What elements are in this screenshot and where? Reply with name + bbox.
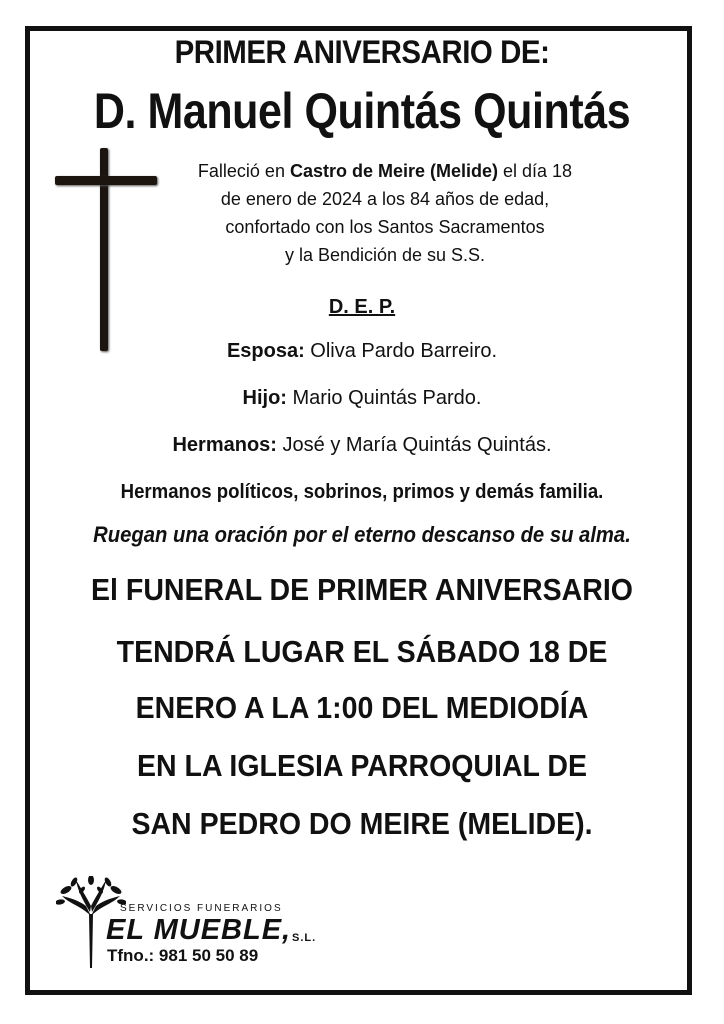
family-value: Oliva Pardo Barreiro. (304, 340, 498, 362)
cross-icon-bar (55, 176, 157, 185)
funeral-line: TENDRÁ LUGAR EL SÁBADO 18 DE (116, 634, 608, 669)
logo-suffix: S.L. (292, 932, 317, 944)
family-value: José y María Quintás Quintás. (276, 434, 552, 456)
deceased-name: D. Manuel Quintás Quintás (93, 83, 631, 139)
bio-text: Falleció en (197, 161, 290, 181)
family-wife (0, 340, 724, 363)
family-siblings (0, 434, 724, 457)
family-label: Hermanos: (172, 434, 277, 456)
logo-subtitle: SERVICIOS FUNERARIOS (120, 903, 283, 914)
family-son (0, 387, 724, 410)
bio-line: confortado con los Santos Sacramentos (225, 217, 545, 237)
bio-line: de enero de 2024 a los 84 años de edad, (220, 189, 550, 209)
bio-text: el día 18 (498, 161, 573, 181)
family-label: Esposa: (226, 340, 305, 362)
family-others: Hermanos políticos, sobrinos, primos y demás familia. (120, 481, 604, 503)
funeral-line: ENERO A LA 1:00 DEL MEDIODÍA (135, 690, 589, 725)
dep-label: D. E. P. (328, 296, 396, 318)
family-value: Mario Quintás Pardo. (286, 387, 482, 409)
death-details (170, 157, 600, 269)
family-label: Hijo: (242, 387, 287, 409)
bio-place: Castro de Meire (Melide) (289, 161, 499, 181)
prayer-request: Ruegan una oración por el eterno descanso de su alma. (93, 522, 631, 547)
funeral-line: EN LA IGLESIA PARROQUIAL DE (136, 748, 588, 783)
bio-line: y la Bendición de su S.S. (284, 245, 486, 265)
funeral-line: El FUNERAL DE PRIMER ANIVERSARIO (91, 572, 633, 607)
funeral-line: SAN PEDRO DO MEIRE (MELIDE). (131, 806, 593, 841)
anniversary-heading: PRIMER ANIVERSARIO DE: (174, 34, 550, 70)
logo-phone: Tfno.: 981 50 50 89 (107, 946, 259, 965)
logo-name: EL MUEBLE, (106, 914, 292, 946)
